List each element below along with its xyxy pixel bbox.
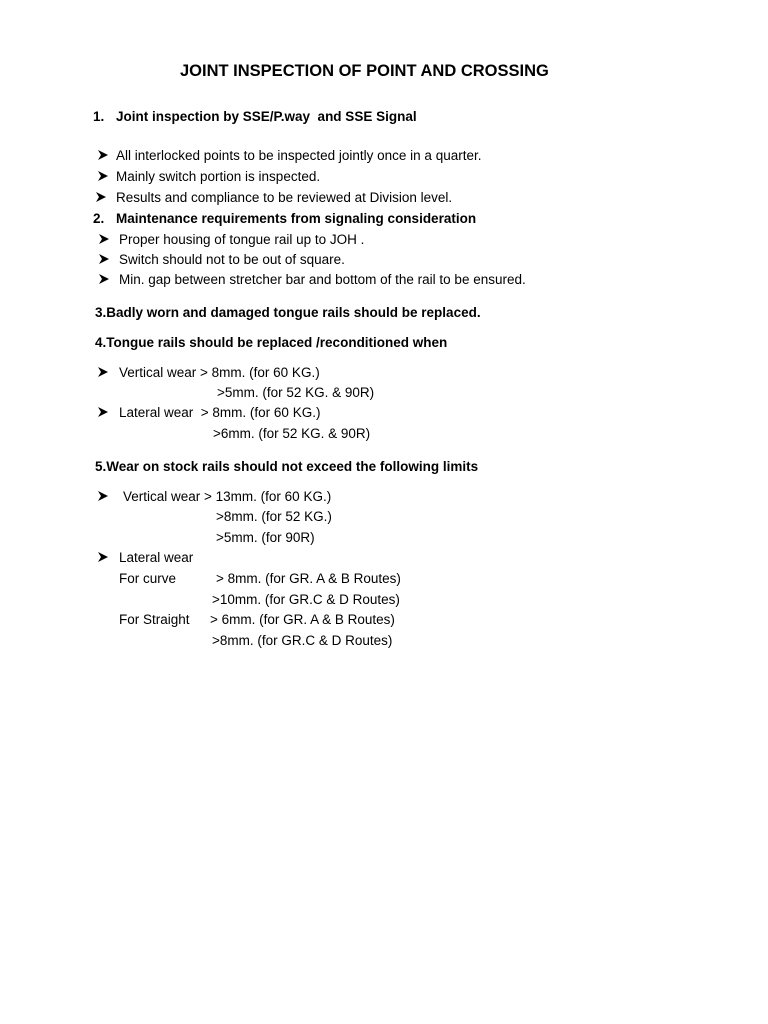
section5-curve-label: For curve bbox=[119, 571, 177, 586]
arrow-bullet-icon bbox=[98, 233, 110, 245]
arrow-bullet-icon bbox=[97, 490, 109, 502]
section5-vertical-wear-cont: >5mm. (for 90R) bbox=[216, 530, 315, 545]
section1-bullet: All interlocked points to be inspected jointly once in a quarter. bbox=[116, 148, 482, 163]
section4-lateral-wear: Lateral wear > 8mm. (for 60 KG.) bbox=[119, 405, 321, 420]
section2-heading: Maintenance requirements from signaling consideration bbox=[116, 211, 477, 226]
section4-lateral-wear-cont: >6mm. (for 52 KG. & 90R) bbox=[213, 426, 371, 441]
section5-vertical-wear-cont: >8mm. (for 52 KG.) bbox=[216, 509, 332, 524]
section3-heading: 3.Badly worn and damaged tongue rails should be replaced. bbox=[95, 305, 481, 320]
section1-number: 1. bbox=[93, 109, 105, 124]
section2-number: 2. bbox=[93, 211, 105, 226]
section5-heading: 5.Wear on stock rails should not exceed the following limits bbox=[95, 459, 479, 474]
section4-vertical-wear: Vertical wear > 8mm. (for 60 KG.) bbox=[119, 365, 320, 380]
section2-bullet: Switch should not to be out of square. bbox=[119, 252, 345, 267]
section5-lateral-wear: Lateral wear bbox=[119, 550, 194, 565]
arrow-bullet-icon bbox=[97, 170, 109, 182]
section1-heading: Joint inspection by SSE/P.way and SSE Signal bbox=[116, 109, 417, 124]
arrow-bullet-icon bbox=[97, 406, 109, 418]
document-title: JOINT INSPECTION OF POINT AND CROSSING bbox=[180, 62, 549, 80]
arrow-bullet-icon bbox=[95, 191, 107, 203]
section5-curve-value: > 8mm. (for GR. A & B Routes) bbox=[216, 571, 401, 586]
section2-bullet: Min. gap between stretcher bar and bottom of the rail to be ensured. bbox=[119, 272, 526, 287]
section5-vertical-wear: Vertical wear > 13mm. (for 60 KG.) bbox=[123, 489, 332, 504]
section4-vertical-wear-cont: >5mm. (for 52 KG. & 90R) bbox=[217, 385, 375, 400]
section5-straight-label: For Straight bbox=[119, 612, 190, 627]
arrow-bullet-icon bbox=[97, 366, 109, 378]
section5-straight-value: > 6mm. (for GR. A & B Routes) bbox=[210, 612, 395, 627]
arrow-bullet-icon bbox=[98, 253, 110, 265]
section1-bullet: Results and compliance to be reviewed at Division level. bbox=[116, 190, 453, 205]
section5-straight-value: >8mm. (for GR.C & D Routes) bbox=[212, 633, 393, 648]
arrow-bullet-icon bbox=[97, 551, 109, 563]
arrow-bullet-icon bbox=[98, 273, 110, 285]
section4-heading: 4.Tongue rails should be replaced /reconditioned when bbox=[95, 335, 448, 350]
arrow-bullet-icon bbox=[97, 149, 109, 161]
section5-curve-value: >10mm. (for GR.C & D Routes) bbox=[212, 592, 400, 607]
section2-bullet: Proper housing of tongue rail up to JOH . bbox=[119, 232, 365, 247]
section1-bullet: Mainly switch portion is inspected. bbox=[116, 169, 321, 184]
